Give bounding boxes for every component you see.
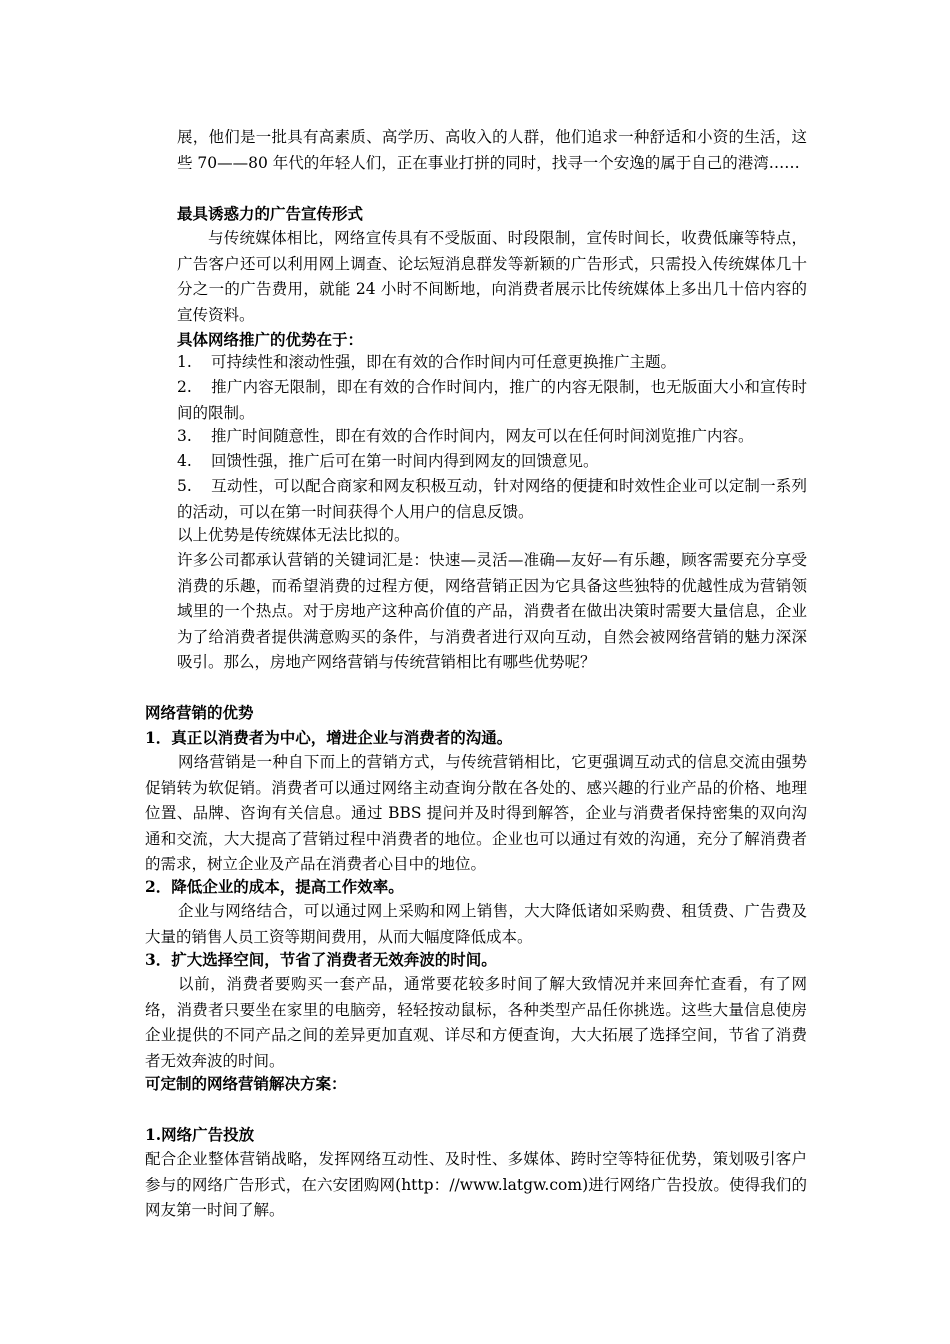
- paragraph-ads: 与传统媒体相比，网络宣传具有不受版面、时段限制，宣传时间长，收费低廉等特点，广告客户还可以利用网上调查、论坛短消息群发等新颖的广告形式，只需投入传统媒体几十分之一的广告费用，就能 24 小时不间断地，向消费者展示比传统媒体上多出几十倍内容的宣传资料。: [177, 229, 807, 324]
- paragraph-unmatched: 以上优势是传统媒体无法比拟的。: [177, 526, 410, 544]
- paragraph-ad-placement: 配合企业整体营销战略，发挥网络互动性、及时性、多媒体、跨时空等特征优势，策划吸引客户参与的网络广告形式，在六安团购网(http：//www.latgw.com)进行网络广告投放。使得我们的网友第一时间了解。: [145, 1150, 807, 1219]
- paragraph-intro-tail: 展，他们是一批具有高素质、高学历、高收入的人群，他们追求一种舒适和小资的生活，这些 70——80 年代的年轻人们，正在事业打拼的同时，找寻一个安逸的属于自己的港湾……: [177, 128, 807, 172]
- list-item: [177, 424, 807, 450]
- heading-solutions: 可定制的网络营销解决方案：: [145, 1074, 347, 1093]
- list-item-number: 2.: [177, 378, 192, 396]
- list-item-number: 5.: [177, 477, 192, 495]
- list-item-number: 1.: [177, 353, 192, 371]
- paragraph-consumer-centric: 网络营销是一种自下而上的营销方式，与传统营销相比，它更强调互动式的信息交流由强势促销转为软促销。消费者可以通过网络主动查询分散在各处的、感兴趣的行业产品的价格、地理位置、品牌、咨询有关信息。通过 BBS 提问并及时得到解答，企业与消费者保持密集的双向沟通和交流，大大提高了营销过程中消费者的地位。企业也可以通过有效的沟通，充分了解消费者的需求，树立企业及产品在消费者心目中的地位。: [145, 753, 807, 873]
- list-item-number: 4.: [177, 452, 192, 470]
- subheading-ad-placement: 1.网络广告投放: [145, 1125, 255, 1144]
- list-item-text: 回馈性强，推广后可在第一时间内得到网友的回馈意见。: [211, 452, 599, 470]
- paragraph-wider-choice: 以前，消费者要购买一套产品，通常要花较多时间了解大致情况并来回奔忙查看，有了网络，消费者只要坐在家里的电脑旁，轻轻按动鼠标，各种类型产品任你挑选。这些大量信息使房企业提供的不同产品之间的差异更加直观、详尽和方便查询，大大拓展了选择空间，节省了消费者无效奔波的时间。: [145, 975, 807, 1070]
- list-item-text: 可持续性和滚动性强，即在有效的合作时间内可任意更换推广主题。: [211, 353, 677, 371]
- heading-net-advantages: 网络营销的优势: [145, 703, 254, 722]
- list-item-text: 推广时间随意性，即在有效的合作时间内，网友可以在任何时间浏览推广内容。: [211, 427, 754, 445]
- heading-advantages: 具体网络推广的优势在于：: [177, 330, 364, 349]
- list-item: [177, 375, 807, 426]
- list-item: [177, 350, 807, 376]
- subheading-wider-choice: 3．扩大选择空间，节省了消费者无效奔波的时间。: [145, 950, 497, 969]
- heading-ads: 最具诱惑力的广告宣传形式: [177, 204, 364, 223]
- list-item-text: 互动性，可以配合商家和网友积极互动，针对网络的便捷和时效性企业可以定制一系列的活动，可以在第一时间获得个人用户的信息反馈。: [177, 477, 807, 521]
- subheading-consumer-centric: 1．真正以消费者为中心，增进企业与消费者的沟通。: [145, 728, 513, 747]
- list-item: [177, 474, 807, 525]
- paragraph-lower-cost: 企业与网络结合，可以通过网上采购和网上销售，大大降低诸如采购费、租赁费、广告费及大量的销售人员工资等期间费用，从而大幅度降低成本。: [145, 902, 807, 946]
- subheading-lower-cost: 2．降低企业的成本，提高工作效率。: [145, 877, 404, 896]
- list-item: [177, 449, 807, 475]
- list-item-text: 推广内容无限制，即在有效的合作时间内，推广的内容无限制，也无版面大小和宣传时间的限制。: [177, 378, 807, 422]
- paragraph-keywords: 许多公司都承认营销的关键词汇是：快速—灵活—准确—友好—有乐趣，顾客需要充分享受消费的乐趣，而希望消费的过程方便，网络营销正因为它具备这些独特的优越性成为营销领域里的一个热点。对于房地产这种高价值的产品，消费者在做出决策时需要大量信息，企业为了给消费者提供满意购买的条件，与消费者进行双向互动，自然会被网络营销的魅力深深吸引。那么，房地产网络营销与传统营销相比有哪些优势呢？: [177, 551, 807, 671]
- list-item-number: 3.: [177, 427, 192, 445]
